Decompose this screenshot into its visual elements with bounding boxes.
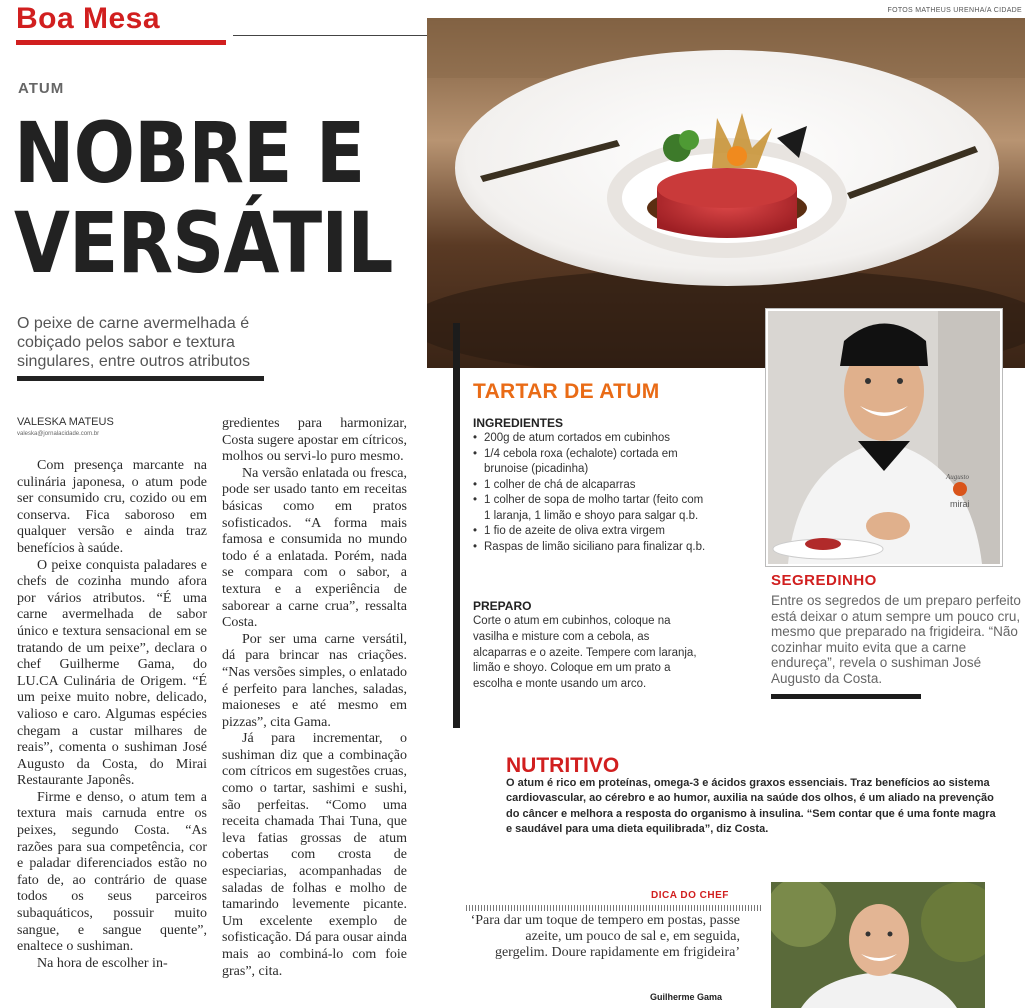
article-headline <box>14 104 393 292</box>
photo-credit: FOTOS MATHEUS URENHA/A CIDADE <box>887 7 1022 14</box>
secret-text: Entre os segredos de um preparo perfeito está deixar o atum sempre um pouco cru, mesmo que preparado na frigideira. “Não cozinhar muito evita que a carne endureça”, revela o sushiman José Augusto da Costa. <box>771 593 1021 686</box>
secret-title: SEGREDINHO <box>771 572 877 589</box>
chef-photo-sushiman <box>766 309 1002 566</box>
prep-text: Corte o atum em cubinhos, coloque na vasilha e misture com a cebola, as alcaparras e o azeite. Tempere com laranja, limão e shoyo. Coloque em um prato a escolha e monte usando um arco. <box>473 615 697 691</box>
paragraph: Na versão enlatada ou fresca, pode ser usado tanto em receitas básicas como em pratos sofisticados. “A forma mais famosa e consumida no mundo todo é a enlatada. Porém, nada se compara com o sabor, a textura e a experiência de saborear a carne crua”, ressalta Costa. <box>222 465 407 631</box>
list-item: • 1 colher de chá de alcaparras <box>473 478 708 494</box>
tip-title: DICA DO CHEF <box>651 890 729 901</box>
byline-email: valeska@jornalacidade.com.br <box>17 431 100 437</box>
chef-photo-guilherme <box>771 882 985 1008</box>
headline-line-2: VERSÁTIL <box>14 194 393 292</box>
list-item: • 200g de atum cortados em cubinhos <box>473 431 708 447</box>
ingredients-heading: INGREDIENTES <box>473 416 564 430</box>
paragraph: gredientes para harmonizar, Costa sugere apostar em cítricos, molhos ou servi-lo puro mesmo. <box>222 416 407 465</box>
standfirst-rule <box>17 376 264 381</box>
tip-dotted-rule <box>466 905 762 911</box>
jacket-name-text: Augusto <box>946 473 969 481</box>
nutritivo-text: O atum é rico em proteínas, omega-3 e ácidos graxos essenciais. Traz benefícios ao sistema cardiovascular, ao cérebro e ao humor, auxilia na saúde dos olhos, é um aliado na prevenção do câncer e melhora a resposta do organismo à insulina. “Sem contar que é uma fonte magra e saudável para uma dieta equilibrada”, diz Costa. <box>506 777 996 836</box>
tip-quote: ‘Para dar um toque de tempero em postas, passe azeite, um pouco de sal e, em seguida, gergelim. Doure rapidamente em frigideira’ <box>470 913 740 960</box>
paragraph: O peixe conquista paladares e chefs de cozinha mundo afora por vários atributos. “É uma carne avermelhada de sabor único e textura sensacional em se tratando de um peixe”, declara o chef Guilherme Gama, do LU.CA Culinária de Origem. “É um peixe muito nobre, delicado, valioso e caro. Algumas espécies chegam a custar milhares de reais”, comenta o sushiman José Augusto da Costa, do Mirai Restaurante Japonês. <box>17 557 207 789</box>
paragraph: Por ser uma carne versátil, dá para brincar nas criações. “Nas versões simples, o enlatado é perfeito para lanches, saladas, maioneses e até mesmo em pizzas”, cita Gama. <box>222 631 407 730</box>
article-column-2 <box>222 416 407 980</box>
byline: VALESKA MATEUS <box>17 416 114 428</box>
paragraph: Com presença marcante na culinária japonesa, o atum pode ser consumido cru, cozido ou em conserva. Fica saboroso em qualquer versão e ainda traz benefícios à saúde. <box>17 458 207 556</box>
list-item: • 1 fio de azeite de oliva extra virgem <box>473 524 708 540</box>
prep-heading: PREPARO <box>473 599 532 613</box>
tip-author: Guilherme Gama <box>650 992 723 1002</box>
list-item: • 1/4 cebola roxa (echalote) cortada em brunoise (picadinha) <box>473 447 708 478</box>
section-title: Boa Mesa <box>16 2 161 35</box>
section-underline <box>16 40 226 45</box>
jacket-logo-text: mirai <box>950 499 970 509</box>
headline-line-1: NOBRE E <box>14 104 365 202</box>
list-item: • Raspas de limão siciliano para finalizar q.b. <box>473 540 708 556</box>
vertical-divider-bar <box>453 323 460 728</box>
secret-rule <box>771 694 921 699</box>
guilherme-illustration <box>771 882 985 1008</box>
sushiman-illustration <box>768 311 1000 564</box>
article-column-1 <box>17 458 207 972</box>
list-item: • 1 colher de sopa de molho tartar (feito com 1 laranja, 1 limão e shoyo para salgar q.b. <box>473 493 708 524</box>
article-standfirst: O peixe de carne avermelhada é cobiçado pelos sabor e textura singulares, entre outros atributos <box>17 315 251 370</box>
recipe-title: TARTAR DE ATUM <box>473 380 660 403</box>
paragraph: Na hora de escolher in- <box>37 955 168 971</box>
paragraph: Firme e denso, o atum tem a textura mais carnuda entre os peixes, segundo Costa. “As razões para sua competência, cor e paladar diferenciados estão no fato de, ao contrário de quase todos os seus parceiros subaquáticos, possuir muito sangue, e sangue quente”, enaltece o sushiman. <box>17 789 207 955</box>
header-rule <box>233 35 428 36</box>
article-kicker: ATUM <box>18 80 65 97</box>
paragraph: Já para incrementar, o sushiman diz que a combinação com cítricos em sugestões cruas, como o tartar, sashimi e sushi, são perfeitas. “Como uma receita chamada Thai Tuna, que leva fatias grossas de atum cobertas com crosta de especiarias, acompanhadas de saladas de folhas e molho de tamarindo levemente picante. Um excelente exemplo de sofisticação. Dá para ousar ainda mais ao combiná-lo com foie gras”, cita. <box>222 731 407 979</box>
ingredients-list <box>473 431 708 555</box>
nutritivo-title: NUTRITIVO <box>506 754 620 777</box>
